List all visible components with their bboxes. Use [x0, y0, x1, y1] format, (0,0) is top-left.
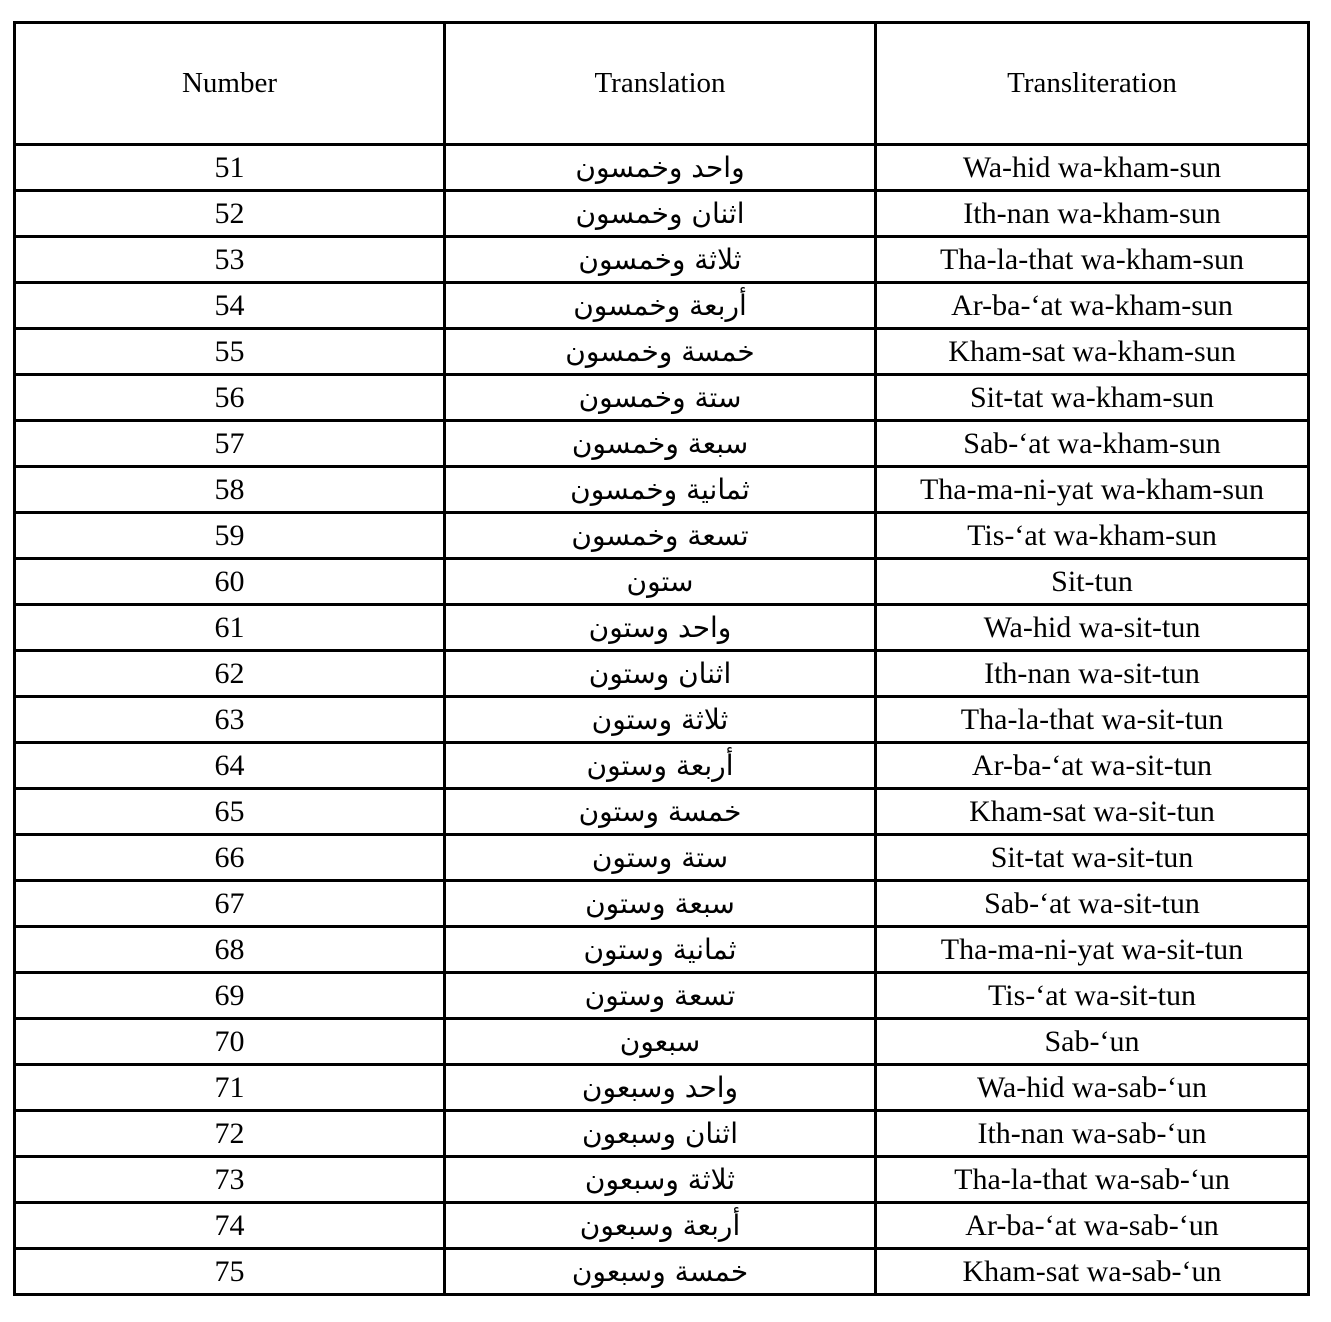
cell-translation: واحد وخمسون: [445, 145, 876, 191]
cell-transliteration: Kham-sat wa-sit-tun: [876, 789, 1309, 835]
cell-transliteration: Ith-nan wa-sit-tun: [876, 651, 1309, 697]
cell-transliteration: Sit-tun: [876, 559, 1309, 605]
cell-number: 57: [15, 421, 445, 467]
cell-translation: اثنان وسبعون: [445, 1111, 876, 1157]
cell-transliteration: Wa-hid wa-sit-tun: [876, 605, 1309, 651]
table-row: [15, 927, 1309, 973]
cell-transliteration: Sab-‘un: [876, 1019, 1309, 1065]
cell-number: 60: [15, 559, 445, 605]
table-row: [15, 697, 1309, 743]
table-row: [15, 1111, 1309, 1157]
cell-transliteration: Tha-ma-ni-yat wa-kham-sun: [876, 467, 1309, 513]
cell-translation: اثنان وستون: [445, 651, 876, 697]
cell-number: 63: [15, 697, 445, 743]
cell-number: 70: [15, 1019, 445, 1065]
cell-number: 58: [15, 467, 445, 513]
cell-translation: أربعة وسبعون: [445, 1203, 876, 1249]
numbers-table: [13, 21, 1310, 1296]
cell-transliteration: Kham-sat wa-kham-sun: [876, 329, 1309, 375]
cell-number: 64: [15, 743, 445, 789]
table-row: [15, 1203, 1309, 1249]
cell-number: 67: [15, 881, 445, 927]
table-row: [15, 651, 1309, 697]
table-row: [15, 1065, 1309, 1111]
cell-translation: ثلاثة وستون: [445, 697, 876, 743]
table-row: [15, 329, 1309, 375]
table-body: [15, 145, 1309, 1295]
cell-number: 69: [15, 973, 445, 1019]
cell-transliteration: Tha-ma-ni-yat wa-sit-tun: [876, 927, 1309, 973]
table-row: [15, 513, 1309, 559]
cell-transliteration: Wa-hid wa-kham-sun: [876, 145, 1309, 191]
table-row: [15, 237, 1309, 283]
cell-translation: تسعة وستون: [445, 973, 876, 1019]
cell-transliteration: Sit-tat wa-kham-sun: [876, 375, 1309, 421]
table-row: [15, 421, 1309, 467]
table-row: [15, 145, 1309, 191]
cell-transliteration: Sit-tat wa-sit-tun: [876, 835, 1309, 881]
cell-number: 71: [15, 1065, 445, 1111]
cell-number: 74: [15, 1203, 445, 1249]
cell-transliteration: Tha-la-that wa-kham-sun: [876, 237, 1309, 283]
cell-translation: ستون: [445, 559, 876, 605]
cell-translation: خمسة وخمسون: [445, 329, 876, 375]
header-translation: Translation: [445, 23, 876, 145]
table-row: [15, 191, 1309, 237]
header-number: Number: [15, 23, 445, 145]
table-header-row: [15, 23, 1309, 145]
cell-number: 55: [15, 329, 445, 375]
cell-translation: واحد وستون: [445, 605, 876, 651]
cell-transliteration: Tis-‘at wa-sit-tun: [876, 973, 1309, 1019]
cell-transliteration: Sab-‘at wa-sit-tun: [876, 881, 1309, 927]
cell-translation: سبعون: [445, 1019, 876, 1065]
cell-translation: ستة وستون: [445, 835, 876, 881]
cell-number: 59: [15, 513, 445, 559]
cell-number: 56: [15, 375, 445, 421]
table-row: [15, 743, 1309, 789]
cell-transliteration: Tha-la-that wa-sab-‘un: [876, 1157, 1309, 1203]
cell-translation: أربعة وخمسون: [445, 283, 876, 329]
cell-number: 75: [15, 1249, 445, 1295]
cell-number: 72: [15, 1111, 445, 1157]
cell-transliteration: Sab-‘at wa-kham-sun: [876, 421, 1309, 467]
cell-transliteration: Wa-hid wa-sab-‘un: [876, 1065, 1309, 1111]
cell-number: 53: [15, 237, 445, 283]
cell-transliteration: Ith-nan wa-kham-sun: [876, 191, 1309, 237]
cell-translation: خمسة وستون: [445, 789, 876, 835]
cell-transliteration: Ar-ba-‘at wa-sit-tun: [876, 743, 1309, 789]
table-row: [15, 467, 1309, 513]
cell-translation: اثنان وخمسون: [445, 191, 876, 237]
cell-translation: ثمانية وخمسون: [445, 467, 876, 513]
table-row: [15, 1157, 1309, 1203]
header-transliteration: Transliteration: [876, 23, 1309, 145]
cell-translation: خمسة وسبعون: [445, 1249, 876, 1295]
cell-transliteration: Ith-nan wa-sab-‘un: [876, 1111, 1309, 1157]
cell-translation: ثلاثة وسبعون: [445, 1157, 876, 1203]
cell-number: 61: [15, 605, 445, 651]
cell-number: 66: [15, 835, 445, 881]
table-row: [15, 789, 1309, 835]
cell-translation: سبعة وستون: [445, 881, 876, 927]
cell-translation: تسعة وخمسون: [445, 513, 876, 559]
cell-transliteration: Ar-ba-‘at wa-kham-sun: [876, 283, 1309, 329]
cell-translation: ثمانية وستون: [445, 927, 876, 973]
table-row: [15, 375, 1309, 421]
cell-translation: أربعة وستون: [445, 743, 876, 789]
table-row: [15, 283, 1309, 329]
cell-number: 52: [15, 191, 445, 237]
table-row: [15, 1249, 1309, 1295]
table-row: [15, 835, 1309, 881]
table-row: [15, 605, 1309, 651]
cell-transliteration: Ar-ba-‘at wa-sab-‘un: [876, 1203, 1309, 1249]
cell-translation: ستة وخمسون: [445, 375, 876, 421]
table-row: [15, 559, 1309, 605]
table-row: [15, 973, 1309, 1019]
table-row: [15, 1019, 1309, 1065]
cell-number: 54: [15, 283, 445, 329]
cell-transliteration: Tha-la-that wa-sit-tun: [876, 697, 1309, 743]
cell-transliteration: Tis-‘at wa-kham-sun: [876, 513, 1309, 559]
cell-translation: سبعة وخمسون: [445, 421, 876, 467]
cell-translation: ثلاثة وخمسون: [445, 237, 876, 283]
cell-number: 65: [15, 789, 445, 835]
table-row: [15, 881, 1309, 927]
cell-number: 51: [15, 145, 445, 191]
cell-number: 73: [15, 1157, 445, 1203]
cell-transliteration: Kham-sat wa-sab-‘un: [876, 1249, 1309, 1295]
cell-translation: واحد وسبعون: [445, 1065, 876, 1111]
cell-number: 62: [15, 651, 445, 697]
cell-number: 68: [15, 927, 445, 973]
